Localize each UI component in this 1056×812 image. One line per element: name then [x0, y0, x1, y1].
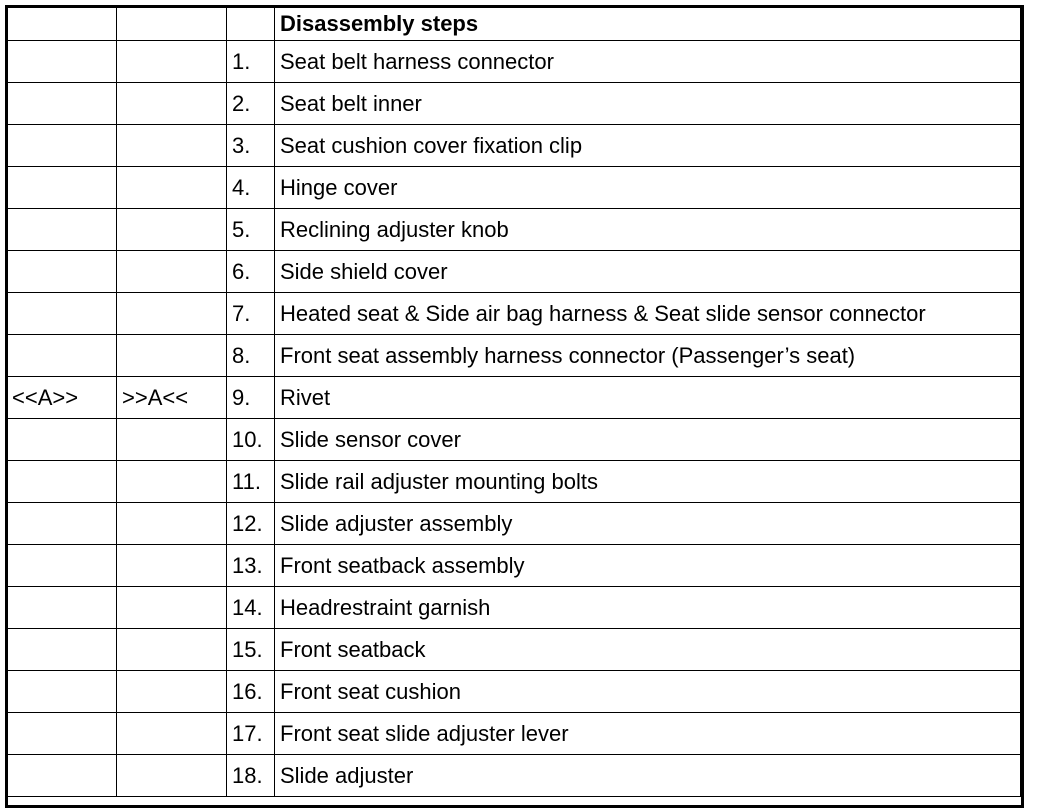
installation-service-mark — [117, 461, 227, 503]
table-row — [7, 419, 1021, 461]
removal-service-mark — [7, 125, 117, 167]
step-description: Slide rail adjuster mounting bolts — [275, 461, 1021, 503]
installation-service-mark: >>A<< — [117, 377, 227, 419]
installation-service-mark — [117, 587, 227, 629]
removal-service-mark: <<A>> — [7, 377, 117, 419]
step-description: Side shield cover — [275, 251, 1021, 293]
removal-service-mark — [7, 251, 117, 293]
removal-service-mark — [7, 335, 117, 377]
table-row — [7, 377, 1021, 419]
step-description: Seat belt inner — [275, 83, 1021, 125]
step-description: Front seatback assembly — [275, 545, 1021, 587]
step-number: 3. — [227, 125, 275, 167]
installation-service-mark — [117, 545, 227, 587]
removal-service-mark — [7, 755, 117, 797]
installation-service-mark — [117, 335, 227, 377]
step-number: 18. — [227, 755, 275, 797]
table-row — [7, 755, 1021, 797]
table-row — [7, 41, 1021, 83]
steps-body — [7, 41, 1021, 797]
installation-service-mark — [117, 251, 227, 293]
installation-service-mark — [117, 209, 227, 251]
step-description: Rivet — [275, 377, 1021, 419]
installation-service-mark — [117, 167, 227, 209]
removal-service-mark — [7, 419, 117, 461]
header-row — [7, 7, 1021, 41]
step-description: Seat cushion cover fixation clip — [275, 125, 1021, 167]
installation-service-mark — [117, 755, 227, 797]
table-row — [7, 713, 1021, 755]
step-number: 11. — [227, 461, 275, 503]
step-number: 4. — [227, 167, 275, 209]
table-row — [7, 251, 1021, 293]
removal-service-mark — [7, 293, 117, 335]
step-number: 6. — [227, 251, 275, 293]
step-description: Hinge cover — [275, 167, 1021, 209]
removal-service-mark — [7, 545, 117, 587]
step-description: Front seat slide adjuster lever — [275, 713, 1021, 755]
step-description: Front seat cushion — [275, 671, 1021, 713]
removal-service-mark — [7, 713, 117, 755]
step-description: Front seatback — [275, 629, 1021, 671]
table-row — [7, 545, 1021, 587]
removal-service-mark — [7, 167, 117, 209]
header-installation-mark-cell — [117, 7, 227, 41]
table-row — [7, 461, 1021, 503]
removal-service-mark — [7, 41, 117, 83]
installation-service-mark — [117, 83, 227, 125]
step-description: Slide sensor cover — [275, 419, 1021, 461]
removal-service-mark — [7, 629, 117, 671]
step-description: Heated seat & Side air bag harness & Seat slide sensor connector — [275, 293, 1021, 335]
removal-service-mark — [7, 587, 117, 629]
removal-service-mark — [7, 671, 117, 713]
table-row — [7, 293, 1021, 335]
step-description: Slide adjuster assembly — [275, 503, 1021, 545]
installation-service-mark — [117, 125, 227, 167]
table-row — [7, 629, 1021, 671]
installation-service-mark — [117, 629, 227, 671]
step-description: Headrestraint garnish — [275, 587, 1021, 629]
step-number: 15. — [227, 629, 275, 671]
step-number: 9. — [227, 377, 275, 419]
table-row — [7, 671, 1021, 713]
step-number: 10. — [227, 419, 275, 461]
removal-service-mark — [7, 503, 117, 545]
removal-service-mark — [7, 209, 117, 251]
table-row — [7, 335, 1021, 377]
installation-service-mark — [117, 41, 227, 83]
step-description: Slide adjuster — [275, 755, 1021, 797]
step-number: 13. — [227, 545, 275, 587]
step-description: Front seat assembly harness connector (Passenger’s seat) — [275, 335, 1021, 377]
step-number: 16. — [227, 671, 275, 713]
table-row — [7, 587, 1021, 629]
table-row — [7, 125, 1021, 167]
step-description: Reclining adjuster knob — [275, 209, 1021, 251]
removal-service-mark — [7, 83, 117, 125]
table-row — [7, 503, 1021, 545]
step-number: 5. — [227, 209, 275, 251]
table-row — [7, 83, 1021, 125]
step-number: 8. — [227, 335, 275, 377]
step-number: 14. — [227, 587, 275, 629]
step-number: 2. — [227, 83, 275, 125]
header-number-cell — [227, 7, 275, 41]
installation-service-mark — [117, 503, 227, 545]
disassembly-steps-table — [6, 6, 1021, 797]
installation-service-mark — [117, 671, 227, 713]
step-number: 1. — [227, 41, 275, 83]
table-title: Disassembly steps — [275, 7, 1021, 41]
step-number: 17. — [227, 713, 275, 755]
table-row — [7, 209, 1021, 251]
installation-service-mark — [117, 713, 227, 755]
step-description: Seat belt harness connector — [275, 41, 1021, 83]
header-removal-mark-cell — [7, 7, 117, 41]
step-number: 7. — [227, 293, 275, 335]
step-number: 12. — [227, 503, 275, 545]
table-row — [7, 167, 1021, 209]
installation-service-mark — [117, 419, 227, 461]
installation-service-mark — [117, 293, 227, 335]
removal-service-mark — [7, 461, 117, 503]
